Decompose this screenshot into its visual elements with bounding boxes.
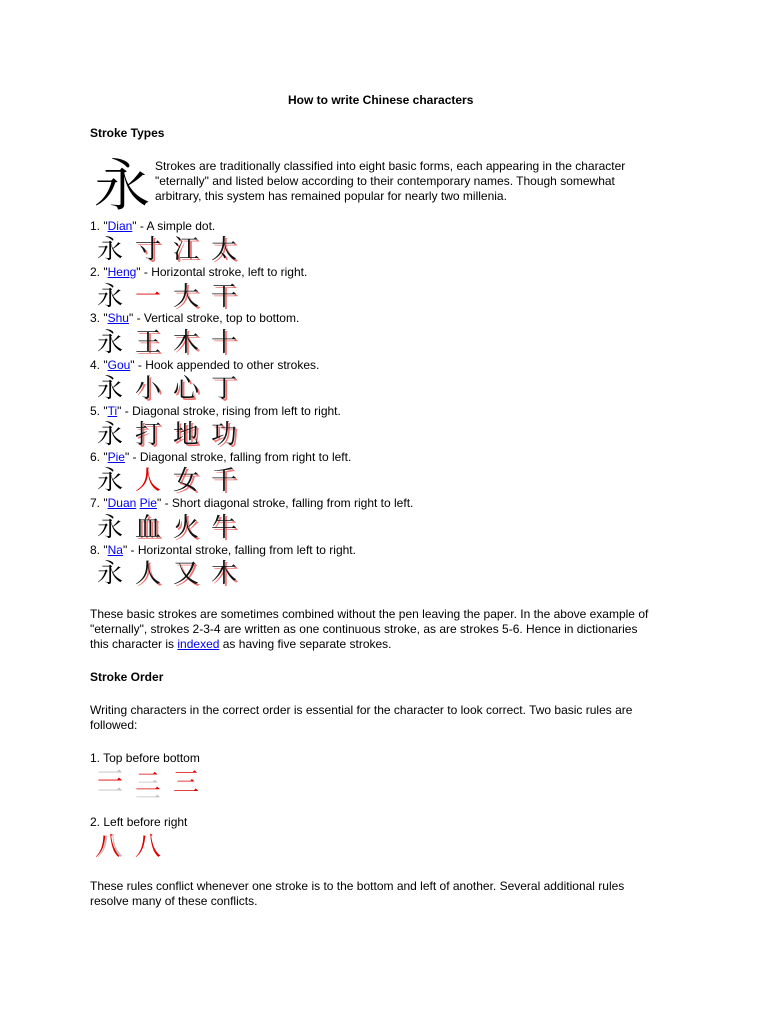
- rule-top-before-bottom: 1. Top before bottom: [90, 751, 200, 765]
- example-char: 丁: [210, 374, 237, 404]
- stroke-item-gou: [90, 358, 319, 373]
- stroke-link-na[interactable]: Na: [107, 543, 123, 557]
- example-char: 千: [210, 466, 237, 496]
- example-char: 火: [172, 513, 199, 543]
- stroke-example-chars-duan-pie: [96, 511, 238, 545]
- example-char: 永: [96, 374, 123, 404]
- combine-text-after: as having five separate strokes.: [219, 637, 392, 651]
- intro-line-3: arbitrary, this system has remained popular for nearly two millenia.: [155, 189, 507, 203]
- stroke-item-na: [90, 543, 356, 558]
- stroke-description: " - Short diagonal stroke, falling from right to left.: [156, 496, 414, 510]
- order-line-2: followed:: [90, 718, 138, 732]
- combine-line-3: [90, 637, 392, 652]
- intro-line-1: Strokes are traditionally classified into eight basic forms, each appearing in the character: [155, 159, 626, 173]
- combine-line-1: These basic strokes are sometimes combined without the pen leaving the paper. In the above example of: [90, 607, 649, 621]
- rule1-example-chars: [96, 766, 200, 800]
- example-char: 永: [96, 282, 123, 312]
- example-char: 又: [172, 559, 199, 589]
- conflict-line-1: These rules conflict whenever one stroke is to the bottom and left of another. Several additional rules: [90, 879, 625, 893]
- stroke-number: 7. ": [90, 496, 108, 510]
- example-char: 十: [210, 328, 237, 358]
- example-char: 八: [96, 832, 123, 862]
- example-char: 人: [134, 466, 161, 496]
- example-char: 一: [96, 768, 123, 798]
- stroke-item-pie: [90, 450, 351, 465]
- stroke-number: 3. ": [90, 311, 108, 325]
- stroke-number: 4. ": [90, 358, 108, 372]
- stroke-item-heng: [90, 265, 307, 280]
- section-heading-stroke-order: Stroke Order: [90, 670, 164, 684]
- example-char: 人: [134, 559, 161, 589]
- stroke-link-ti[interactable]: Ti: [107, 404, 118, 418]
- order-line-1: Writing characters in the correct order is essential for the character to look correct. Two basic rules are: [90, 703, 633, 717]
- rule-left-before-right: 2. Left before right: [90, 815, 188, 829]
- example-char: 永: [96, 559, 123, 589]
- stroke-example-chars-dian: [96, 233, 238, 267]
- example-char: 小: [134, 374, 161, 404]
- example-char: 永: [96, 466, 123, 496]
- stroke-description: " - Diagonal stroke, rising from left to right.: [117, 404, 341, 418]
- example-char: 女: [172, 466, 199, 496]
- stroke-number: 5. ": [90, 404, 108, 418]
- example-char: 木: [172, 328, 199, 358]
- stroke-item-dian: [90, 219, 215, 234]
- stroke-description: " - Hook appended to other strokes.: [130, 358, 320, 372]
- stroke-example-chars-na: [96, 557, 238, 591]
- stroke-description: " - Horizontal stroke, falling from left to right.: [122, 543, 356, 557]
- example-char: 寸: [134, 235, 161, 265]
- stroke-description: " - Horizontal stroke, left to right.: [136, 265, 308, 279]
- stroke-number: 1. ": [90, 219, 108, 233]
- example-char: 木: [210, 559, 237, 589]
- example-char: 太: [210, 235, 237, 265]
- combine-text-before: this character is: [90, 637, 178, 651]
- stroke-link-gou[interactable]: Gou: [107, 358, 131, 372]
- conflict-line-2: resolve many of these conflicts.: [90, 894, 258, 908]
- example-char: 王: [134, 328, 161, 358]
- indexed-link[interactable]: indexed: [177, 637, 220, 651]
- example-char: 大: [172, 282, 199, 312]
- example-char: 心: [172, 374, 199, 404]
- stroke-example-chars-gou: [96, 372, 238, 406]
- example-char: 永: [96, 235, 123, 265]
- example-char: 三: [172, 768, 199, 798]
- eternally-character-image: 永: [94, 154, 150, 219]
- combine-line-2: "eternally", strokes 2-3-4 are written as one continuous stroke, as are strokes 5-6. Hence in dictionaries: [90, 622, 638, 636]
- example-char: 永: [96, 420, 123, 450]
- section-heading-stroke-types: Stroke Types: [90, 126, 165, 140]
- example-char: 永: [96, 328, 123, 358]
- example-char: 功: [210, 420, 237, 450]
- stroke-link-duan[interactable]: Duan: [107, 496, 137, 510]
- stroke-description: " - A simple dot.: [132, 219, 216, 233]
- example-char: 血: [134, 513, 161, 543]
- example-char: 地: [172, 420, 199, 450]
- stroke-link-heng[interactable]: Heng: [107, 265, 137, 279]
- intro-line-2: "eternally" and listed below according to their contemporary names. Though somewhat: [155, 174, 615, 188]
- example-char: 打: [134, 420, 161, 450]
- page-title: How to write Chinese characters: [288, 93, 474, 107]
- stroke-example-chars-shu: [96, 326, 238, 360]
- stroke-link-shu[interactable]: Shu: [107, 311, 129, 325]
- stroke-number: 6. ": [90, 450, 108, 464]
- example-char: 江: [172, 235, 199, 265]
- stroke-item-duan-pie: [90, 496, 413, 511]
- stroke-example-chars-pie: [96, 464, 238, 498]
- stroke-description: " - Vertical stroke, top to bottom.: [128, 311, 300, 325]
- stroke-number: 8. ": [90, 543, 108, 557]
- stroke-example-chars-heng: [96, 280, 238, 314]
- example-char: 牛: [210, 513, 237, 543]
- stroke-description: " - Diagonal stroke, falling from right to left.: [124, 450, 352, 464]
- stroke-link-dian[interactable]: Dian: [107, 219, 133, 233]
- stroke-example-chars-ti: [96, 418, 238, 452]
- example-char: 干: [210, 282, 237, 312]
- stroke-number: 2. ": [90, 265, 108, 279]
- example-char: 八: [134, 832, 161, 862]
- example-char: 二: [134, 768, 161, 798]
- rule2-example-chars: [96, 830, 162, 864]
- stroke-link-pie[interactable]: Pie: [107, 450, 125, 464]
- stroke-item-shu: [90, 311, 299, 326]
- example-char: 一: [134, 282, 161, 312]
- stroke-item-ti: [90, 404, 341, 419]
- stroke-link-pie-2[interactable]: Pie: [139, 496, 157, 510]
- example-char: 永: [96, 513, 123, 543]
